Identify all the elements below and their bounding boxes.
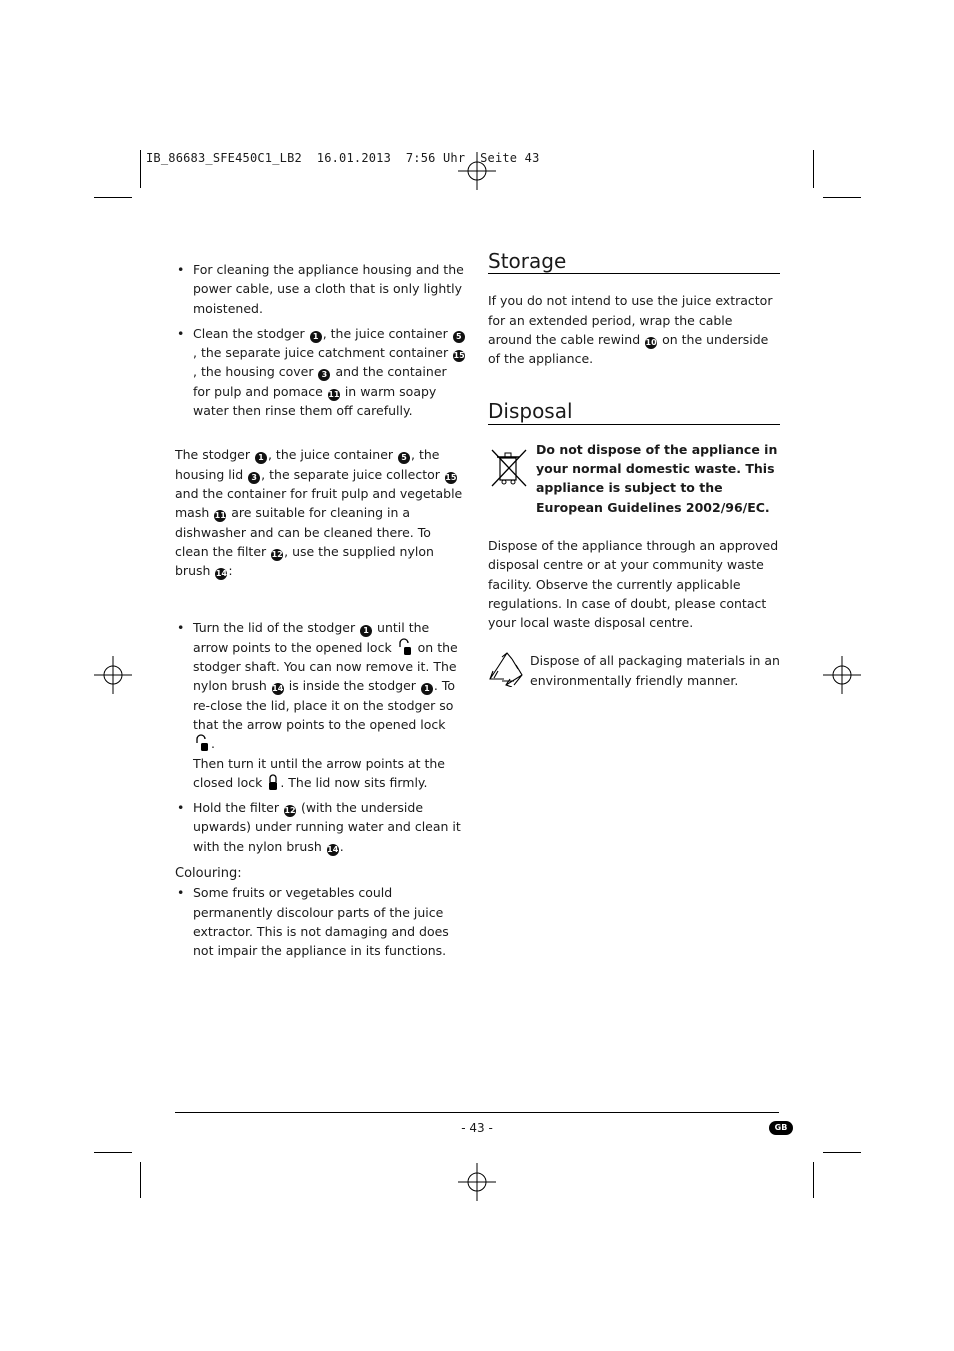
- left-column: [175, 260, 467, 967]
- page-number: - 43 -: [461, 1121, 493, 1135]
- colouring-heading: Colouring:: [175, 866, 242, 882]
- trim-mark: [823, 197, 861, 198]
- print-slug: IB_86683_SFE450C1_LB2 16.01.2013 7:56 Uhr Seite 43: [146, 151, 540, 165]
- packaging-block: [488, 651, 780, 690]
- list-item: • Turn the lid of the stodger 1 until the arrow points to the opened lock on the stodger shaft. You can now remove it. The nylon brush 14 is inside the stodger 1 . To re-close the lid, place it on the stodger so that the arrow points to the opened lock . Then turn it until the arrow points at the closed lock . The lid now sits firmly.: [175, 618, 467, 792]
- right-column: [488, 249, 780, 690]
- trim-mark: [94, 1152, 132, 1153]
- disposal-paragraph: Dispose of the appliance through an approved disposal centre or at your community waste facility. Observe the currently applicable regulations. In case of doubt, please contact your local waste disposal centre.: [488, 537, 779, 631]
- trim-mark: [94, 197, 132, 198]
- trim-mark: [140, 1162, 141, 1198]
- packaging-paragraph: Dispose of all packaging materials in an environmentally friendly manner.: [530, 653, 780, 688]
- dishwasher-paragraph: The stodger 1 , the juice container 5 , the housing lid 3 , the separate juice collector 15 and the container for fruit pulp and vegetable mash 11 are suitable for cleaning in a dishwasher and can be cleaned there. To clean the filter 12, use the supplied nylon brush 14:: [175, 447, 463, 579]
- registration-mark-icon: [94, 656, 132, 694]
- list-item: • Clean the stodger 1 , the juice container 5, the separate juice catchment container 15, the housing cover 3 and the container for pulp and pomace 11 in warm soapy water then rinse them off carefully.: [175, 324, 467, 420]
- list-item: • For cleaning the appliance housing and the power cable, use a cloth that is only lightly moistened.: [175, 260, 467, 318]
- disposal-warning: Do not dispose of the appliance in your normal domestic waste. This appliance is subject to the European Guidelines 2002/96/EC.: [536, 441, 778, 515]
- trim-mark: [813, 1162, 814, 1198]
- closed-lock-icon: [268, 774, 278, 791]
- trim-mark: [140, 150, 141, 188]
- registration-mark-icon: [458, 1163, 496, 1201]
- storage-paragraph: If you do not intend to use the juice extractor for an extended period, wrap the cable around the cable rewind 10 on the underside of the appliance.: [488, 293, 773, 367]
- footer-rule: [175, 1112, 779, 1113]
- trim-mark: [823, 1152, 861, 1153]
- list-item: • Some fruits or vegetables could permanently discolour parts of the juice extractor. This is not damaging and does not impair the appliance in its functions.: [175, 883, 467, 960]
- disposal-heading: Disposal: [488, 402, 780, 424]
- disposal-warning-block: [488, 440, 780, 517]
- open-lock-icon: [195, 734, 209, 752]
- registration-mark-icon: [823, 656, 861, 694]
- list-item: • Hold the filter 12 (with the underside upwards) under running water and clean it with the nylon brush 14.: [175, 798, 467, 856]
- crossed-bin-icon: [488, 446, 530, 492]
- trim-mark: [813, 150, 814, 188]
- language-badge: GB: [769, 1121, 793, 1135]
- recycle-icon: [488, 651, 526, 687]
- open-lock-icon: [398, 638, 412, 656]
- storage-heading: Storage: [488, 252, 780, 274]
